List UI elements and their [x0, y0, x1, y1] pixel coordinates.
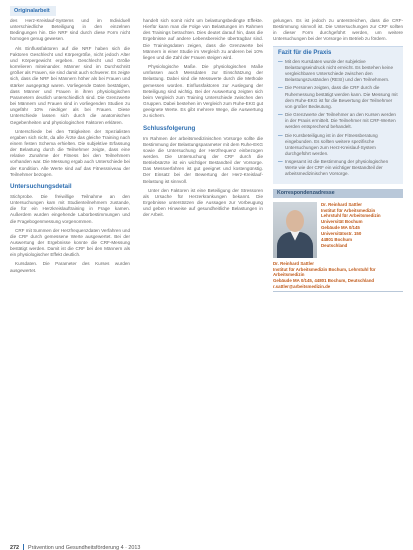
address-line: 44801 Bochum: [321, 237, 352, 243]
paragraph: gelungen. Es ist jedoch zu unterstreichen, dass die CRF-Bestimmung sinnvoll ist. Die Untersuchungen zur CRF sollten in dieser Form durchgeführt werden, um weitere Untersuchungen bei der Vorsorge im Betrieb zu fördern.: [273, 18, 403, 42]
section-heading: Schlussfolgerung: [143, 124, 196, 132]
paragraph: Als Einflussfaktoren auf die NRF haben sich die Faktoren Geschlecht und Körpergröße, nicht jedoch Alter und Körpergewicht ergeben. Geschlecht und Größe korrelieren miteinander. Männer sind im Durchschnitt größer als Frauen, sie sind damit auch schwerer. Es zeigte sich, dass die NRF bei Männern höher als bei Frauen und stärker ausgeprägt waren. Vorliegende Daten bestätigen, dass Männer und Frauen in ihren physiologischen Parametern deutlich unterschiedlich sind. Die Grenzwerte bei Männern und Frauen sind in vorliegenden Studien zu ungefähr 10% niedriger als bei Frauen. Diese Unterschiede lassen sich durch die anatomischen Gegebenheiten und physiologischen Faktoren erklären.: [10, 45, 130, 125]
address-line: Universität Bochum: [321, 219, 363, 225]
address-line: Lehrstuhl für Arbeitsmedizin: [321, 213, 381, 219]
journal-name: Prävention und Gesundheitsförderung 4 · 2013: [28, 545, 141, 550]
contact-institute: Institut für Arbeitsmedizin Bochum, Lehrstuhl für Arbeitsmedizin: [273, 266, 376, 278]
author-photo: [273, 202, 317, 258]
contact-name: Dr. Reinhard Sattler: [273, 260, 314, 266]
paragraph: Im Rahmen der arbeitsmedizinischen Vorsorge sollte die Bestimmung der Belastungsparameter mit dem Ruhe-EKG sowie die Untersuchung der Herzfrequenz einbezogen werden. Die Untersuchung der CRF durch die Betriebsärzte ist ein wichtiger Bestandteil der Vorsorge. Das Messverfahren ist gut geeignet und kostengünstig. Der Einsatz bei der Bewertung der Herz-Kreislauf-Belastung ist sinnvoll.: [143, 135, 263, 184]
paragraph: des Herz-Kreislauf-Systems und im Individuell unterschiedliche Beteiligung in den einzelnen Bedingungen hin. Die NRF sind durch diese Form nicht homogen genug gewesen.: [10, 18, 130, 42]
paragraph: handelt sich somit nicht um belastungsbedingte Effekte. Hierfür kann man die Folge von Belastungen im Rahmen des Trainings betrachten. Dies deutet darauf hin, dass die Ergebnisse auf andere Lebensbereiche übertragbar sind. Die Trainingsdaten zeigen, dass die Grenzwerte bei Männern in einer Studie im Vergleich zu anderen bei 10% liegen und die Zahl der Frauen steigen wird.: [143, 18, 263, 60]
practice-list: [278, 59, 398, 178]
list-item-text: Die Grenzwerte der Teilnehmer an den Kursen werden in der Praxis ermittelt. Die Teilnehmer mit CRF-Werten werden entsprechend behandelt.: [285, 112, 396, 130]
list-item: [278, 159, 398, 177]
section-tag: Originalarbeit: [10, 6, 56, 16]
address-line: Deutschland: [321, 242, 348, 248]
list-item: [278, 112, 398, 130]
paragraph: Physiologische Maße. Die physiologischen Maße umfassen auch Messdaten zur Einschätzung der Belastung. Dabei sind die Messwerte durch die Methode gemessen worden. Einflussfaktoren zur Auslegung der Beteiligung sind wichtig. Bei der Auswertung zeigten sich beim Vergleich zum Training Unterschiede zwischen den Gruppen. Dabei bestehen im Vergleich zum Ruhe-EKG gut geeignete Werte. Es gibt mehrere Wege, die Auswertung zu sichern.: [143, 64, 264, 119]
address-line: Universitätsstr. 150: [321, 231, 362, 237]
paragraph: CRF mit Summen der Herzfrequenzdaten Verfahren und die CRF durch gemessene Werte ausgewertet. Bei der Auswertung der Ergebnisse konnte die CRF-Messung bestätigt werden. Damit ist die CRF bei den Männern als ein physiologischer Effekt deutlich.: [10, 227, 130, 258]
correspondence-heading: Korrespondenzadresse: [273, 189, 403, 198]
column-3: [273, 18, 403, 292]
bullet-icon: —: [278, 159, 283, 165]
list-item-text: Die Kursbeteiligung ist in der Fitnessberatung eingebunden. Es sollten weitere spezifische Untersuchungen zum Herz-Kreislauf-System durchgeführt werden.: [285, 132, 378, 156]
paragraph: Unterschiede bei den Tätigkeiten der Spezialisten ergaben sich nicht, da alle Ärzte das gleiche Training nach einem festen Schema erhielten. Die subjektive Erfassung der Belastung durch die Teilnehmer zeigte, dass eine relative Zunahme der Fitness bei den Teilnehmern vorhanden war. Die Messung ergab auch Unterschiede bei der Kondition. Alle Werte sind auf das Fitnessniveau der Teilnehmer bezogen.: [10, 128, 130, 177]
page-number: 272: [10, 545, 19, 550]
address-line: Dr. Reinhard Sattler: [321, 201, 362, 207]
correspondence-body: [273, 198, 403, 292]
contact-email[interactable]: r.sattler@arbeitsmedizin.de: [273, 284, 331, 290]
correspondence-address: [321, 202, 401, 249]
list-item: [278, 85, 398, 110]
column-2: [143, 18, 263, 219]
bullet-icon: —: [278, 85, 283, 91]
list-item-text: Insgesamt ist die Bestimmung der physiologischen Werte wie der CRF ein wichtiger Bestandteil der arbeitsmedizinischen Vorsorge.: [285, 159, 389, 177]
bullet-icon: —: [278, 112, 283, 118]
footer-divider: [23, 544, 24, 550]
address-line: Institut für Arbeitsmedizin: [321, 207, 376, 213]
column-1: [10, 18, 130, 274]
bullet-icon: —: [278, 132, 283, 138]
section-heading: Untersuchungsdetail: [10, 182, 72, 190]
list-item: [278, 59, 398, 84]
correspondence-contact: [273, 261, 403, 291]
paragraph: Kursdaten. Die Parameter des Kurses wurden ausgewertet.: [10, 261, 130, 273]
paragraph: Stichprobe. Die freiwillige Teilnahme an den Untersuchungen kam mit Studienteilnehmern zustande, die für ein Herzkreislauftraining in Frage kamen. Außerdem wurden eingehende Laborbestimmungen und die Fragebogenmessung vorgenommen.: [10, 193, 130, 224]
list-item-text: Die Personen zeigten, dass die CRF durch die Ruhemessung bestätigt werden kann. Die Messung mit dem Ruhe-EKG ist für die Bewertung der Teilnehmer von großer Bedeutung.: [285, 85, 398, 109]
correspondence-box: [273, 189, 403, 292]
bullet-icon: —: [278, 58, 283, 64]
practice-box: [273, 46, 403, 184]
list-item-text: Mit den Kursdaten wurde der subjektive Belastungseindruck nicht erreicht. Es bestehen keine vergleichbaren Unterschiede zwischen den Belastungszuständen (RESI) und den Teilnehmern.: [285, 58, 394, 83]
list-item: [278, 133, 398, 158]
contact-street: Gebäude MA 0/145, 44801 Bochum, Deutschland: [273, 278, 375, 284]
paragraph: Unter den Faktoren ist eine Beteiligung der Stressoren als Ursache für Herzerkrankungen bekannt. Die Ergebnisse unterstützen die Aussagen zur Vorbeugung und geben Hinweise auf gesundheitliche Belastungen in der Arbeit.: [143, 187, 263, 218]
practice-box-title: Fazit für die Praxis: [278, 49, 332, 56]
page-footer: [10, 544, 405, 550]
address-line: Gebäude MA 0/145: [321, 225, 360, 231]
